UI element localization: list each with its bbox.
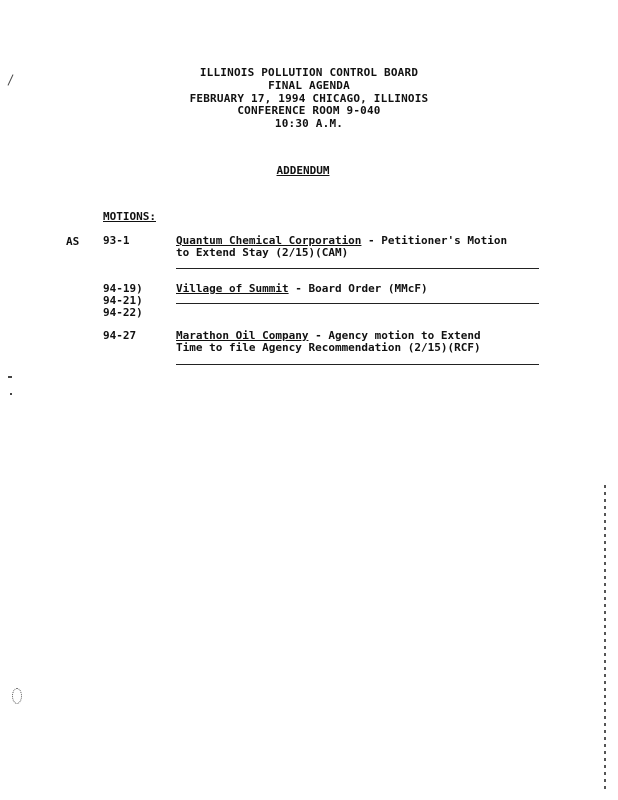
scan-mark (12, 688, 22, 704)
item-description (176, 235, 546, 259)
agenda-title: FINAL AGENDA (268, 79, 350, 92)
item-description (176, 330, 546, 354)
motion-text: - Petitioner's Motion (361, 234, 508, 247)
motion-text: - Agency motion to Extend (308, 329, 481, 342)
scan-mark (8, 376, 12, 378)
case-number: 94-19) (103, 282, 143, 295)
case-number: 94-27 (103, 329, 137, 342)
case-number: 94-21) (103, 294, 143, 307)
item-mark: AS (66, 235, 80, 248)
addendum-heading: ADDENDUM (276, 164, 330, 177)
case-number: 93-1 (103, 234, 130, 247)
scan-mark (10, 393, 12, 395)
scan-edge (604, 485, 606, 790)
party-name: Quantum Chemical Corporation (176, 234, 362, 247)
meeting-room: CONFERENCE ROOM 9-040 (237, 104, 381, 117)
divider-rule (176, 303, 539, 304)
motion-text: - Board Order (MMcF) (288, 282, 428, 295)
party-name: Marathon Oil Company (176, 329, 309, 342)
case-number-list (103, 283, 143, 319)
case-number: 94-22) (103, 306, 143, 319)
meeting-date-location: FEBRUARY 17, 1994 CHICAGO, ILLINOIS (189, 92, 429, 105)
motions-heading: MOTIONS: (103, 210, 156, 223)
party-name: Village of Summit (176, 282, 289, 295)
motion-text-continued: Time to file Agency Recommendation (2/15)(RCF) (176, 341, 481, 354)
item-description (176, 283, 546, 295)
board-name: ILLINOIS POLLUTION CONTROL BOARD (199, 66, 419, 79)
motion-text-continued: to Extend Stay (2/15)(CAM) (176, 246, 349, 259)
divider-rule (176, 268, 539, 269)
meeting-time: 10:30 A.M. (274, 117, 344, 130)
divider-rule (176, 364, 539, 365)
